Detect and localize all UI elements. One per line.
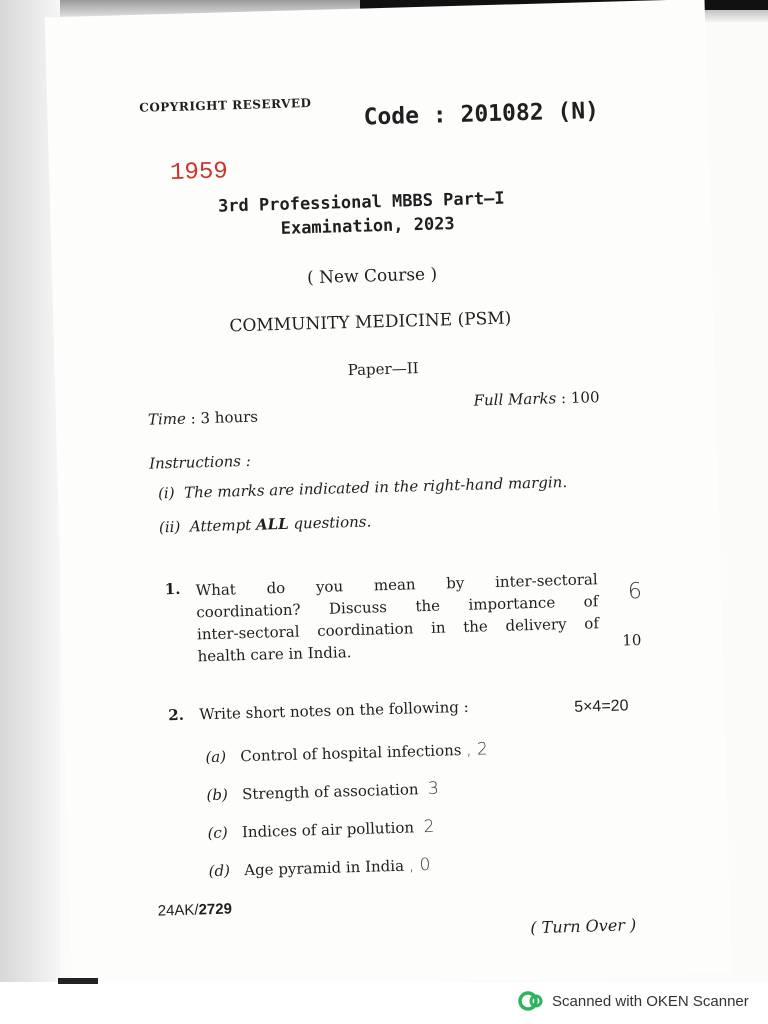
paper-code: Code : 201082 (N) [363,97,600,131]
exam-paper [45,0,732,992]
scanner-watermark [518,990,749,1012]
question-2-text: Write short notes on the following : [198,697,469,724]
sub-question-label: (c) [207,823,228,843]
handwritten-mark: , 0 [408,854,431,876]
sub-question [206,779,439,805]
question-marks: 10 [622,630,642,650]
instruction-text: questions. [288,512,372,533]
paper-number: Paper—II [347,359,419,380]
question-marks: 5×4=20 [573,697,629,716]
question-line: coordination? Discuss the importance of [196,592,599,622]
sub-question-label: (a) [205,747,227,767]
subject-title: COMMUNITY MEDICINE (PSM) [229,308,512,337]
sub-question [207,817,434,843]
handwritten-mark: 6 [627,578,643,605]
exam-title-line1: 3rd Professional MBBS Part–I [217,188,505,217]
instructions-heading: Instructions : [148,451,252,473]
sub-question-label: (d) [208,861,231,881]
instruction-num: (i) [157,483,175,503]
question-line: What do you mean by inter-sectoral [195,570,598,600]
time-label: Time [147,409,187,429]
instruction-text: Attempt [189,515,257,536]
copyright-notice: COPYRIGHT RESERVED [139,95,312,115]
instruction-item [158,473,568,502]
sub-question [205,739,488,767]
question-1-text [195,568,599,667]
footer-code [157,901,232,920]
sub-question-text: Control of hospital infections [240,741,462,766]
scanner-logo-icon [518,990,544,1012]
full-marks-label: Full Marks [473,389,557,410]
scanner-watermark-text: Scanned with OKEN Scanner [552,992,749,1010]
handwritten-mark: 2 [423,816,435,838]
footer-code-prefix: 24AK/ [157,901,199,920]
sub-question-text: Strength of association [241,780,419,804]
question-line: inter-sectoral coordination in the delivery of [196,614,600,644]
instruction-emphasis: ALL [255,514,289,534]
stamped-number: 1959 [169,158,229,187]
footer-code-number: 2729 [198,900,233,919]
handwritten-mark: 3 [427,778,440,799]
instruction-item [159,512,372,536]
question-number: 2. [168,705,185,725]
scan-bottom-dark-edge [58,978,98,984]
course-type: ( New Course ) [306,264,438,289]
time-value: 3 hours [200,407,259,428]
question-line: health care in India. [197,643,352,666]
marks-info: Full Marks : 100 [473,388,600,410]
turn-over-note: ( Turn Over ) [530,915,637,938]
sub-question-label: (b) [206,785,229,805]
sub-question [208,855,430,881]
question-number: 1. [164,579,181,599]
full-marks-value: 100 [570,388,600,407]
instruction-num: (ii) [158,517,181,537]
handwritten-mark: , 2 [465,739,489,760]
exam-title-line2: Examination, 2023 [280,214,455,239]
sub-question-text: Indices of air pollution [241,818,415,842]
instruction-text: The marks are indicated in the right-hand margin. [183,473,568,502]
time-info: Time : 3 hours [147,407,259,429]
sub-question-text: Age pyramid in India [243,856,405,880]
